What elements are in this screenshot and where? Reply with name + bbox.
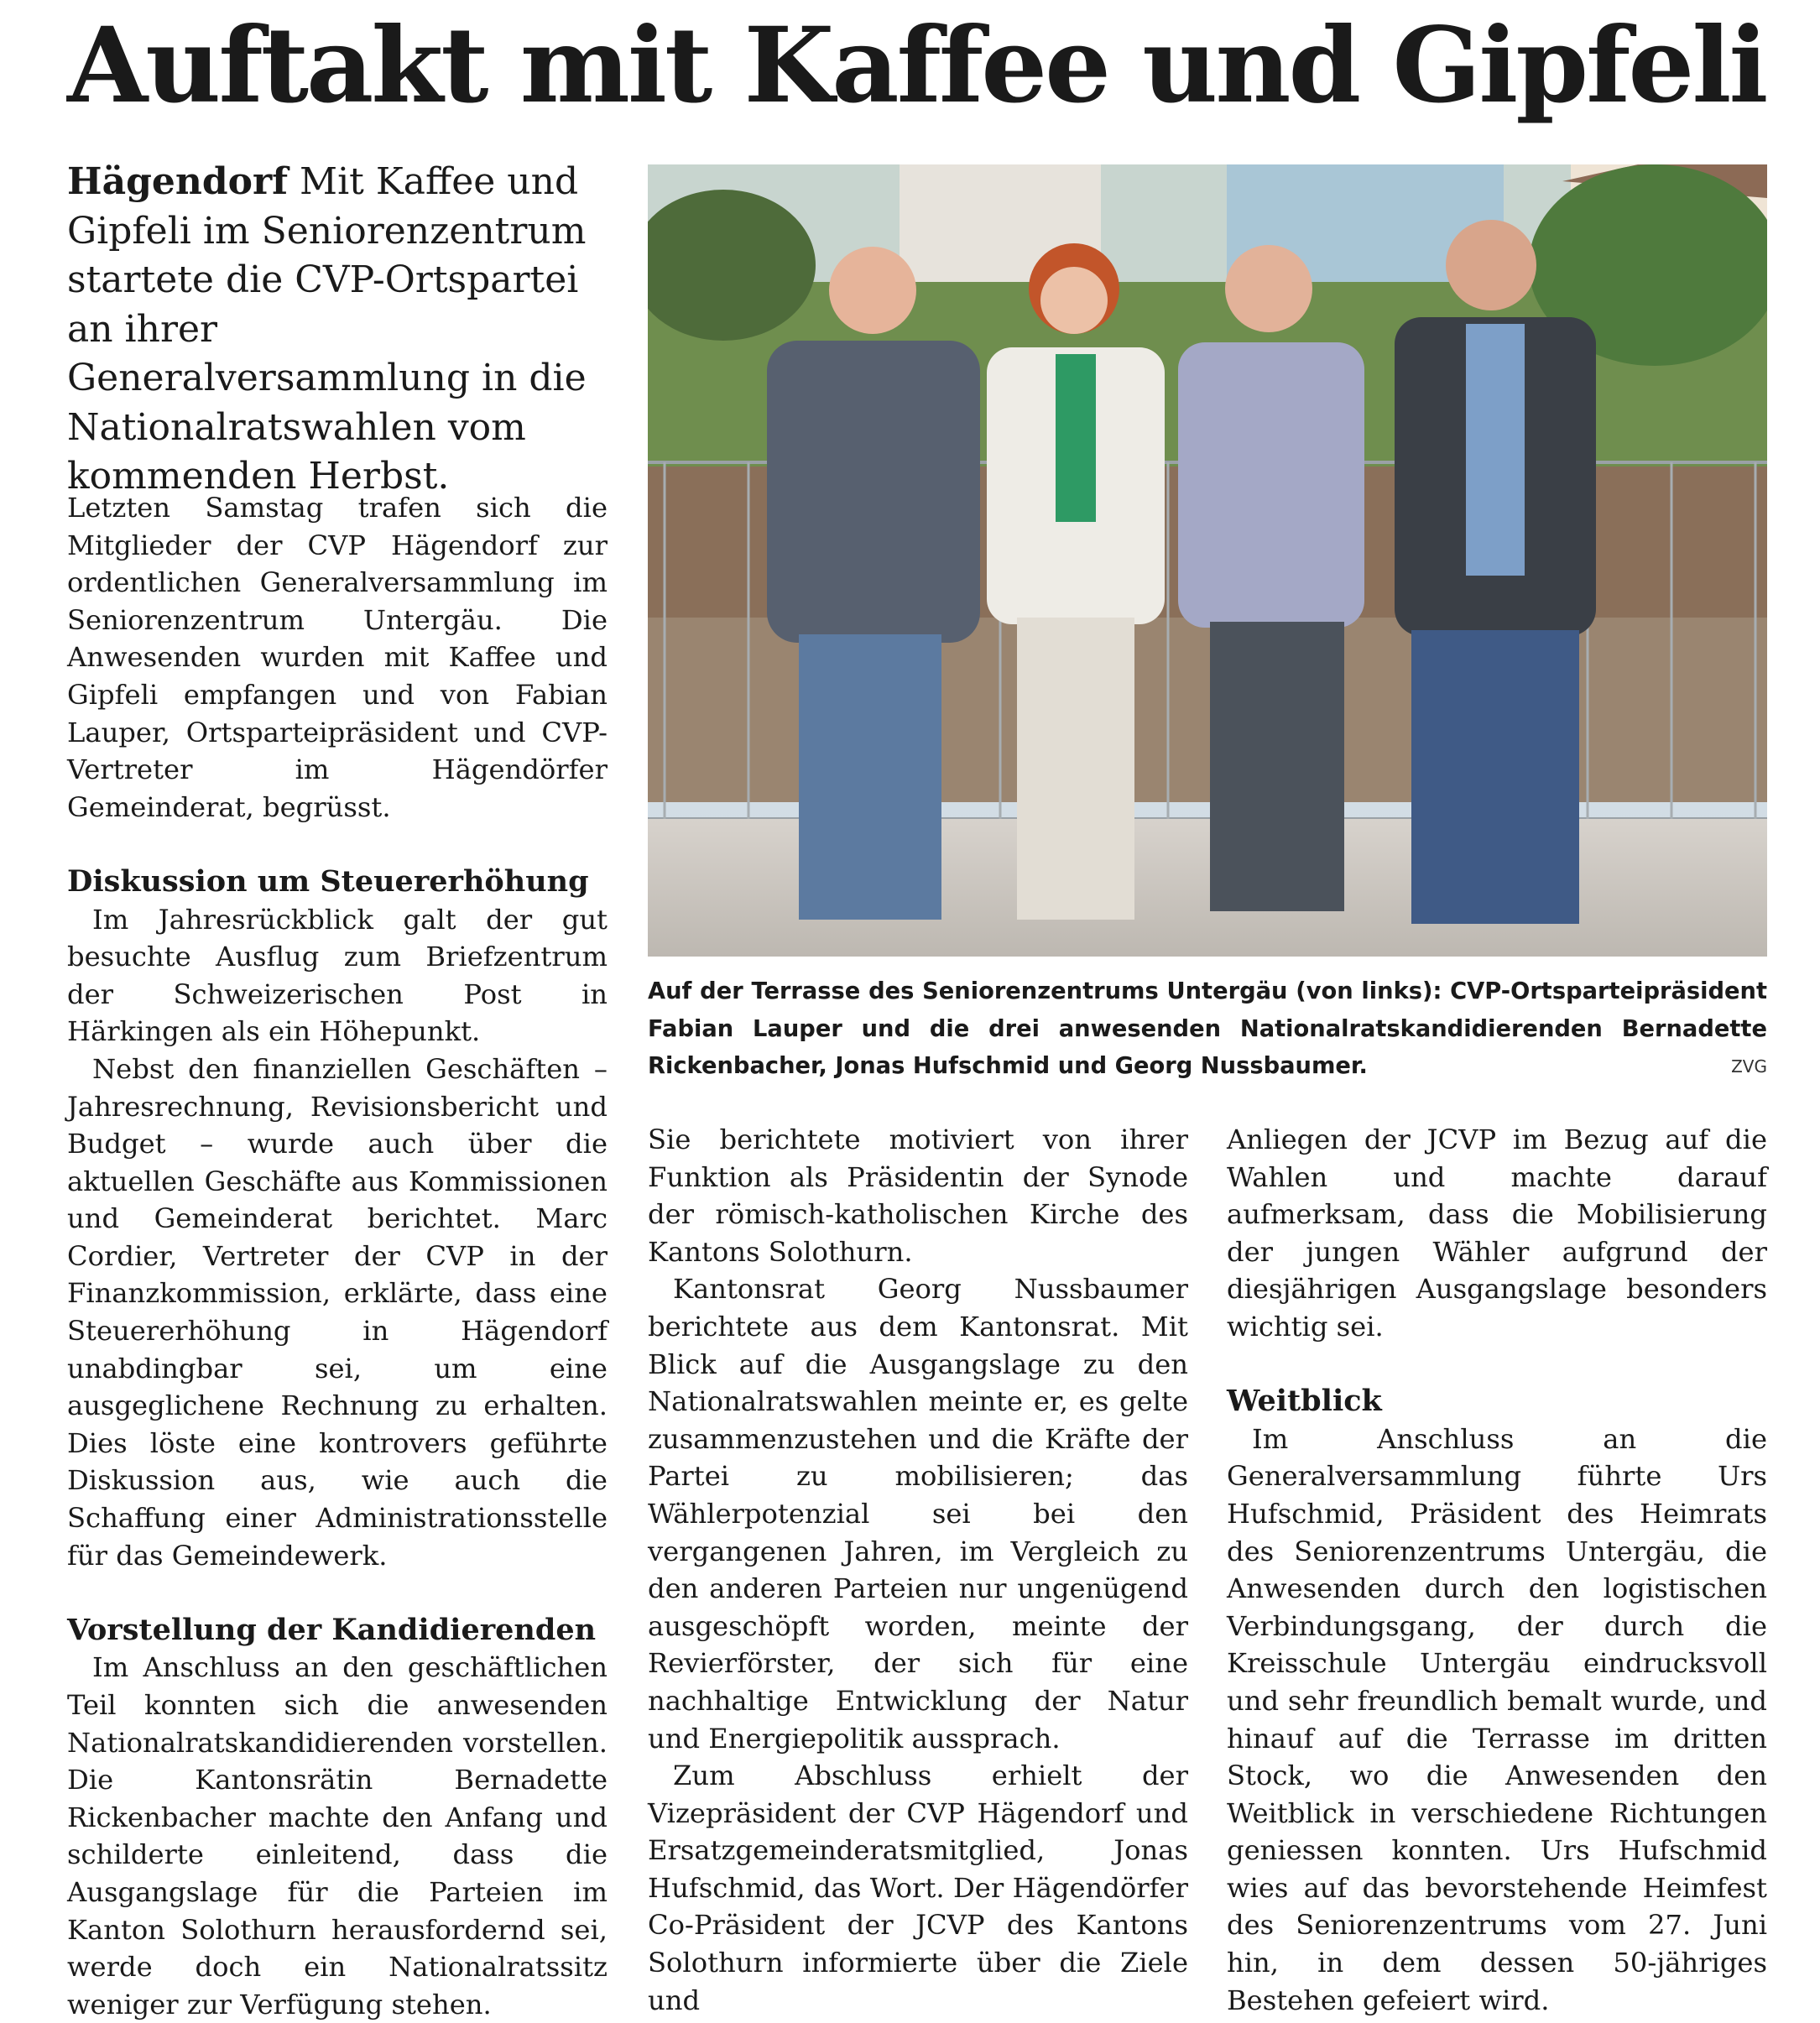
subheading-weitblick: Weitblick (1227, 1384, 1382, 1419)
photo-credit: ZVG (1731, 1056, 1767, 1077)
body-paragraph-3: Nebst den finanziellen Geschäften – Jahresrechnung, Revisionsbericht und Budget – wurde auch über die aktuellen Geschäfte aus Kommissionen und Gemeinderat berichtet. Marc Cordier, Vertreter der CVP in der Finanzkommission, erklärte, dass eine Steuererhöhung in Hägendorf unabdingbar sei, um eine ausgeglichene Rechnung zu erhalten. Dies löste eine kontrovers geführte Diskussion aus, wie auch die Schaffung einer Administrationsstelle für das Gemeindewerk. (67, 1052, 608, 1572)
column-1 (67, 489, 608, 2023)
body-paragraph-5: Sie berichtete motiviert von ihrer Funktion als Präsidentin der Synode der römisch-katholischen Kirche des Kantons Solothurn. (648, 1124, 1188, 1268)
lead-text: Mit Kaffee und Gipfeli im Seniorenzentrum startete die CVP-Ortspartei an ihrer Generalversammlung in die Nationalratswahlen vom kommenden Herbst. (67, 160, 587, 498)
body-paragraph-7: Zum Abschluss erhielt der Vizepräsident der CVP Hägendorf und Ersatzgemeinderatsmitglied, Jonas Hufschmid, das Wort. Der Hägendörfer Co-Präsident der JCVP des Kantons Solothurn informierte über die Ziele und (648, 1760, 1188, 2016)
lead-location: Hägendorf (67, 160, 289, 203)
body-paragraph-2: Im Jahresrückblick galt der gut besuchte Ausflug zum Briefzentrum der Schweizerischen Post in Härkingen als ein Höhepunkt. (67, 903, 608, 1048)
body-paragraph-8: Anliegen der JCVP im Bezug auf die Wahlen und machte darauf aufmerksam, dass die Mobilisierung der jungen Wähler aufgrund der diesjährigen Ausgangslage besonders wichtig sei. (1227, 1124, 1767, 1343)
subheading-steuererhoehung: Diskussion um Steuererhöhung (67, 863, 589, 899)
column-3 (1227, 1121, 1767, 2019)
body-paragraph-6: Kantonsrat Georg Nussbaumer berichtete aus dem Kantonsrat. Mit Blick auf die Ausgangslage zu den Nationalratswahlen meinte er, es gelte zusammenzustehen und die Kräfte der Partei zu mobilisieren; das Wählerpotenzial sei bei den vergangenen Jahren, im Vergleich zu den anderen Parteien nur ungenügend ausgeschöpft worden, meinte der Revierförster, der sich für eine nachhaltige Entwicklung der Natur und Energiepolitik aussprach. (648, 1273, 1188, 1754)
body-paragraph-4: Im Anschluss an den geschäftlichen Teil konnten sich die anwesenden Nationalratskandidierenden vorstellen. Die Kantonsrätin Bernadette Rickenbacher machte den Anfang und schilderte einleitend, dass die Ausgangslage für die Parteien im Kanton Solothurn herausfordernd sei, werde doch ein Nationalratssitz weniger zur Verfügung stehen. (67, 1651, 608, 2020)
column-2 (648, 1121, 1188, 2019)
subheading-kandidierende: Vorstellung der Kandidierenden (67, 1612, 597, 1647)
body-paragraph-1: Letzten Samstag trafen sich die Mitglieder der CVP Hägendorf zur ordentlichen Generalversammlung im Seniorenzentrum Untergäu. Die Anwesenden wurden mit Kaffee und Gipfeli empfangen und von Fabian Lauper, Ortsparteipräsident und CVP-Vertreter im Hägendörfer Gemeinderat, begrüsst. (67, 492, 608, 823)
lead-paragraph (67, 158, 604, 502)
group-photo (648, 164, 1767, 957)
body-paragraph-9: Im Anschluss an die Generalversammlung führte Urs Hufschmid, Präsident des Heimrats des Seniorenzentrums Untergäu, die Anwesenden durch den logistischen Verbindungsgang, der durch die Kreisschule Untergäu eindrucksvoll und sehr freundlich bemalt wurde, und hinauf auf die Terrasse im dritten Stock, wo die Anwesenden den Weitblick in verschiedene Richtungen geniessen konnten. Urs Hufschmid wies auf das bevorstehende Heimfest des Seniorenzentrums vom 27. Juni hin, in dem dessen 50-jähriges Bestehen gefeiert wird. (1227, 1422, 1767, 2016)
headline: Auftakt mit Kaffee und Gipfeli (67, 5, 1766, 127)
photo-caption: Auf der Terrasse des Seniorenzentrums Untergäu (von links): CVP-Ortsparteipräsident Fabian Lauper und die drei anwesenden Nationalratskandidierenden Bernadette Rickenbacher, Jonas Hufschmid und Georg Nussbaumer. (648, 978, 1767, 1080)
